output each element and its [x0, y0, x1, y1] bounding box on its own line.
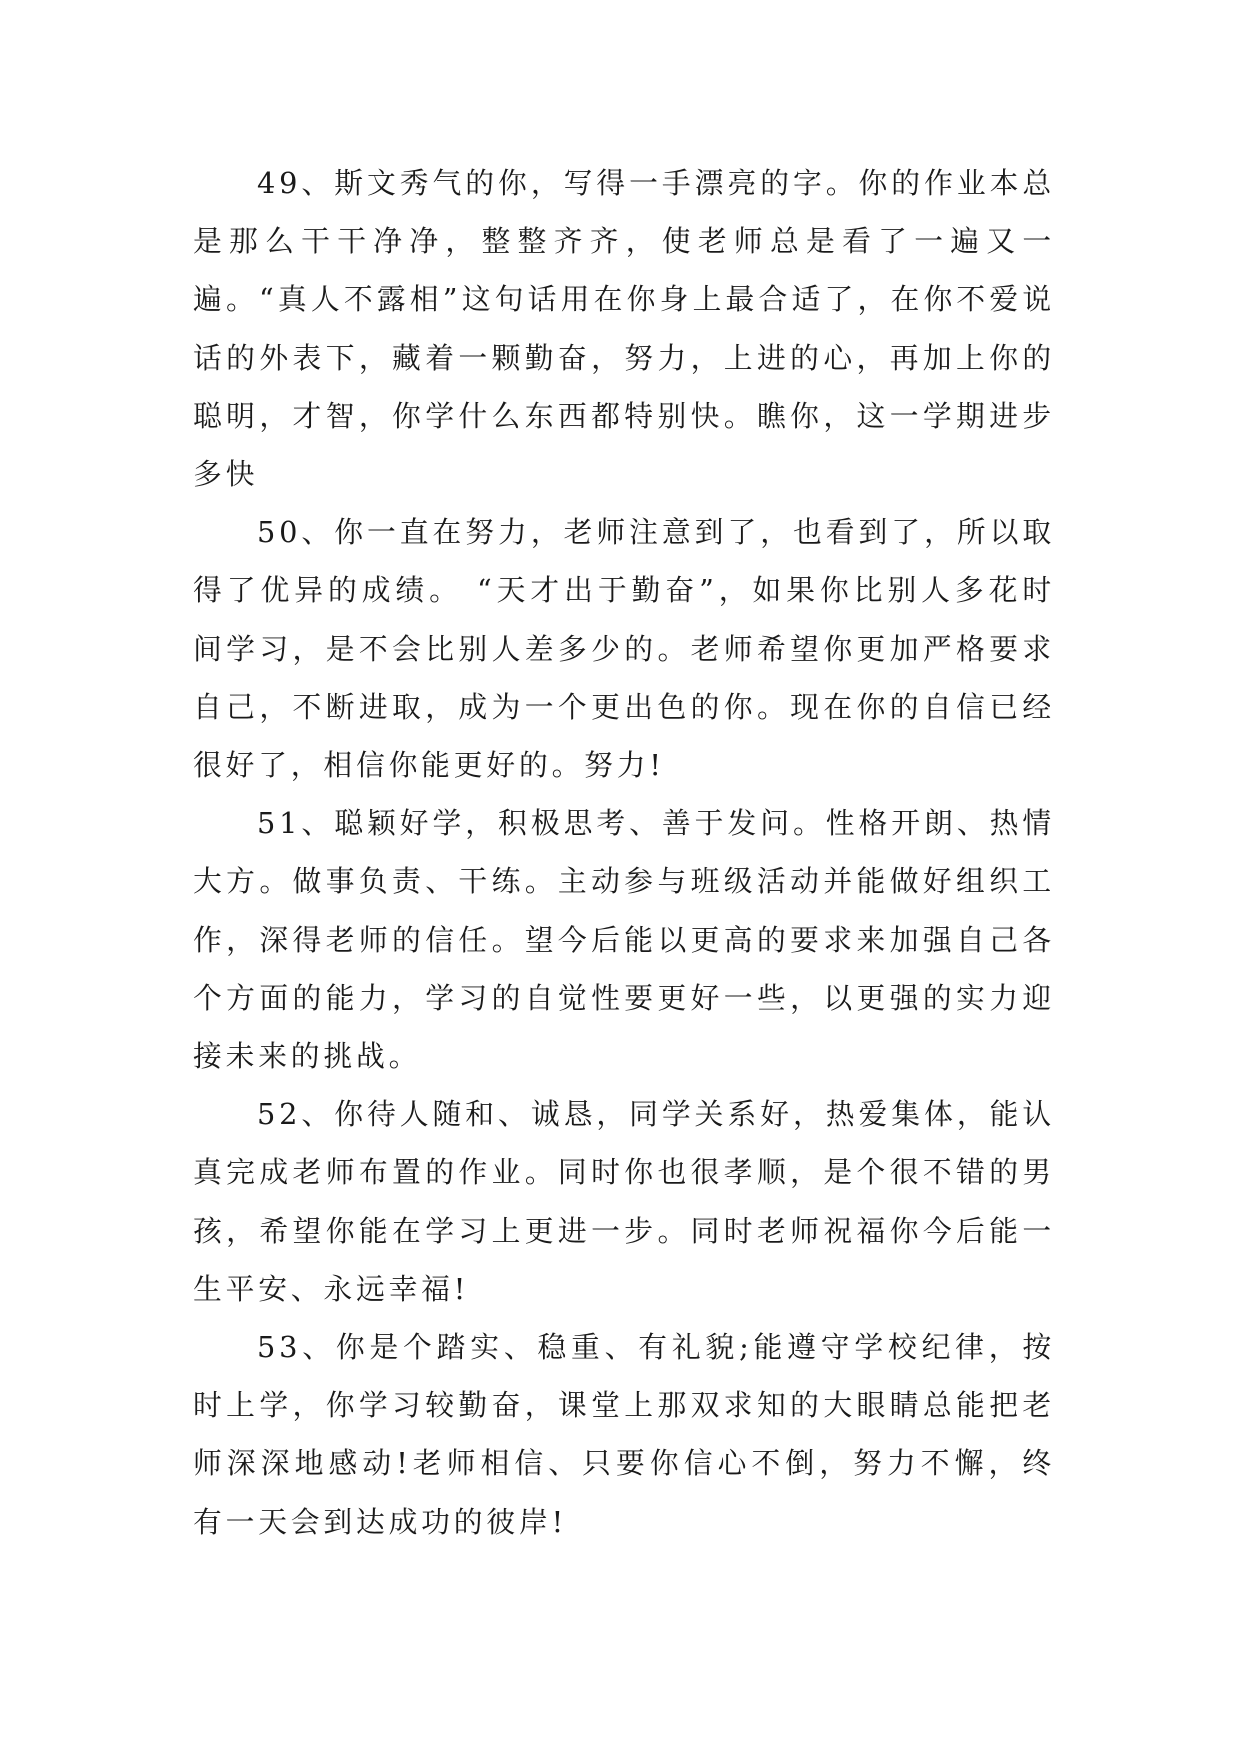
paragraph-49: 49、斯文秀气的你，写得一手漂亮的字。你的作业本总是那么干干净净，整整齐齐，使老师总是看了一遍又一遍。“真人不露相”这句话用在你身上最合适了，在你不爱说话的外表下，藏着一颗勤奋，努力，上进的心，再加上你的聪明，才智，你学什么东西都特别快。瞧你，这一学期进步多快 [193, 166, 1055, 492]
document-body [193, 154, 1055, 1551]
paragraph-52: 52、你待人随和、诚恳，同学关系好，热爱集体，能认真完成老师布置的作业。同时你也很孝顺，是个很不错的男孩，希望你能在学习上更进一步。同时老师祝福你今后能一生平安、永远幸福! [193, 1097, 1055, 1306]
paragraph-53: 53、你是个踏实、稳重、有礼貌;能遵守学校纪律，按时上学，你学习较勤奋，课堂上那双求知的大眼睛总能把老师深深地感动!老师相信、只要你信心不倒，努力不懈，终有一天会到达成功的彼岸! [193, 1330, 1055, 1539]
paragraph-51: 51、聪颖好学，积极思考、善于发问。性格开朗、热情大方。做事负责、干练。主动参与班级活动并能做好组织工作，深得老师的信任。望今后能以更高的要求来加强自己各个方面的能力，学习的自觉性要更好一些，以更强的实力迎接未来的挑战。 [193, 806, 1055, 1074]
paragraph-50: 50、你一直在努力，老师注意到了，也看到了，所以取得了优异的成绩。 “天才出于勤奋”，如果你比别人多花时间学习，是不会比别人差多少的。老师希望你更加严格要求自己，不断进取，成为一个更出色的你。现在你的自信已经很好了，相信你能更好的。努力! [193, 515, 1055, 783]
